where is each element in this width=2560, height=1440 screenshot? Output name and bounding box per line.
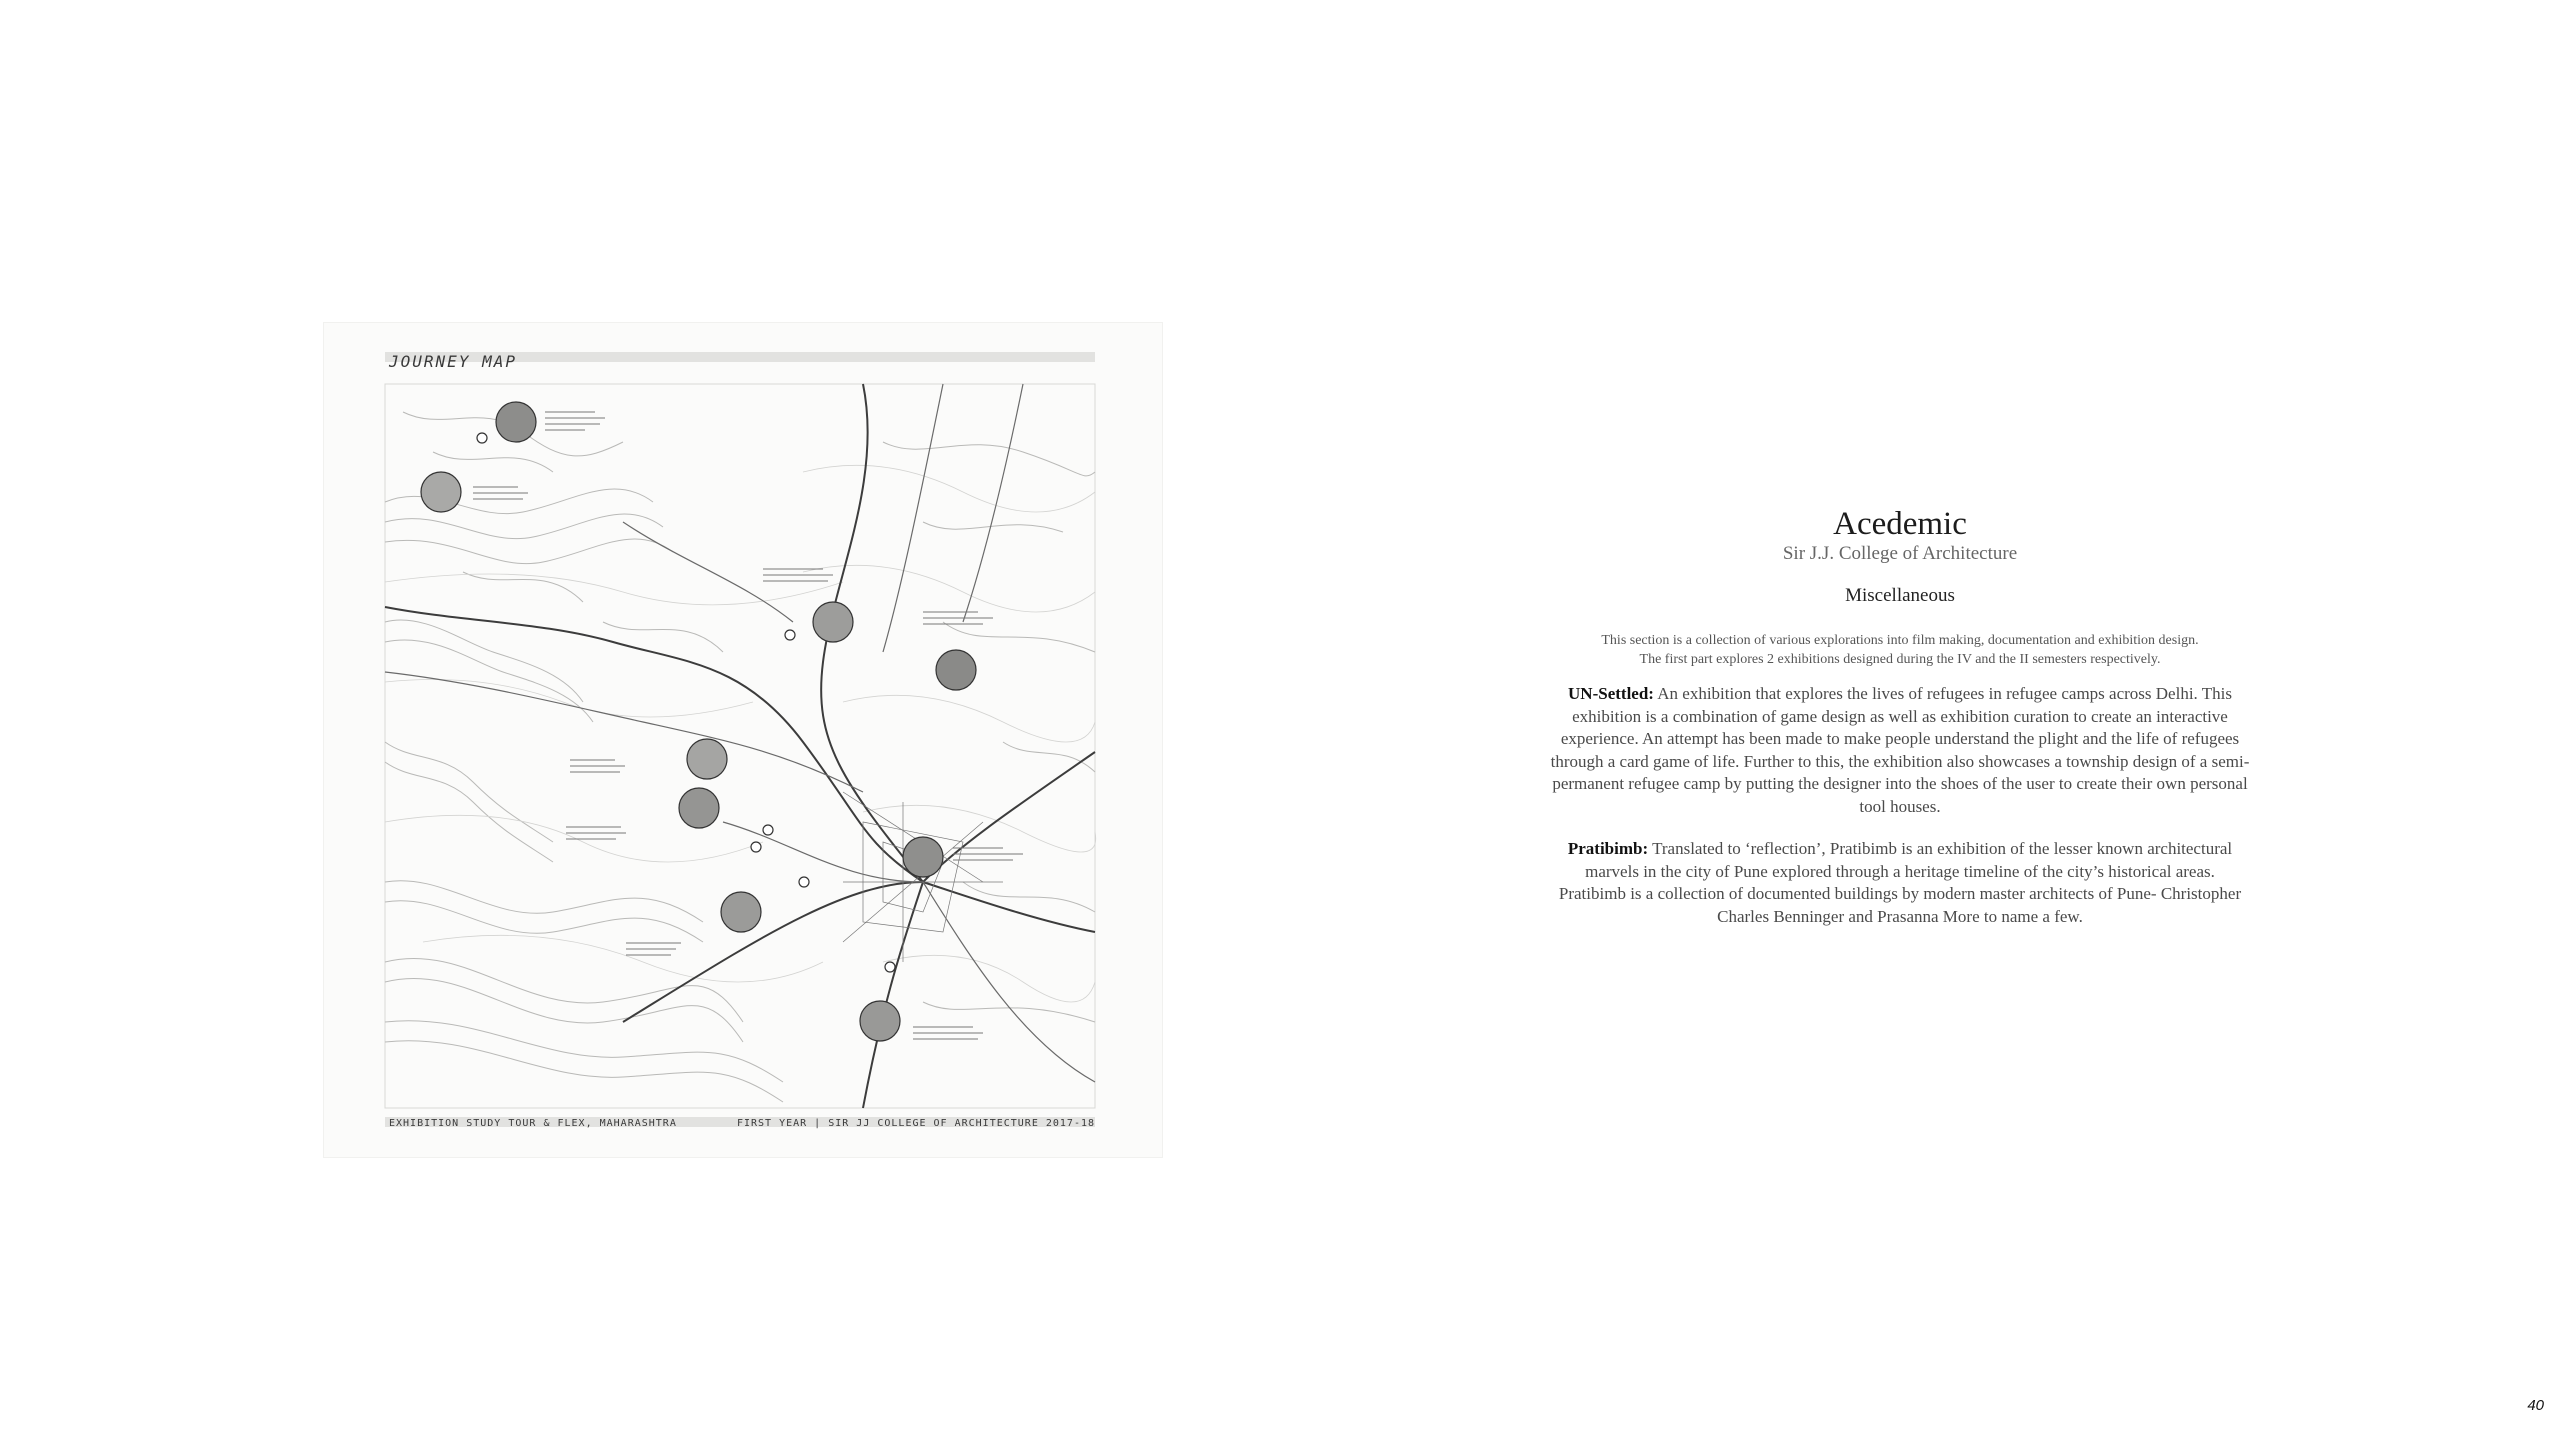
journey-map-image	[323, 322, 1163, 1158]
map-title: JOURNEY MAP	[389, 352, 517, 371]
description-block	[1545, 505, 2255, 948]
page-number: 40	[2527, 1397, 2544, 1414]
pratibimb-label: Pratibimb:	[1567, 839, 1649, 858]
map-footer-left: EXHIBITION STUDY TOUR & FLEX, MAHARASHTRA	[389, 1118, 677, 1129]
intro-line-1: This section is a collection of various explorations into film making, documentation and exhibition design.	[1601, 633, 2199, 648]
institution-subheading: Sir J.J. College of Architecture	[1782, 543, 2018, 564]
unsettled-paragraph	[1550, 683, 2250, 818]
map-footer-right: FIRST YEAR | SIR JJ COLLEGE OF ARCHITECTURE 2017-18	[736, 1118, 1095, 1129]
pratibimb-body: Translated to ‘reflection’, Pratibimb is an exhibition of the lesser known architectural marvels in the city of Pune explored through a heritage timeline of the city’s historical areas. Pratibimb is a collection of documented buildings by modern master architects of Pune- Christopher Charles Benninger and Prasanna More to name a few.	[1558, 839, 2242, 926]
page-heading: Acedemic	[1833, 506, 1967, 542]
intro-line-2: The first part explores 2 exhibitions designed during the IV and the II semesters respectively.	[1639, 652, 2161, 667]
journey-map-drawing	[323, 322, 1163, 1158]
section-title: Miscellaneous	[1845, 585, 1955, 606]
unsettled-body: An exhibition that explores the lives of refugees in refugee camps across Delhi. This exhibition is a combination of game design as well as exhibition curation to create an interactive experience. An attempt has been made to make people understand the plight and the life of refugees through a card game of life. Further to this, the exhibition also showcases a township design of a semi-permanent refugee camp by putting the designer into the shoes of the user to create their own personal tool houses.	[1550, 684, 2250, 816]
unsettled-label: UN-Settled:	[1568, 684, 1654, 703]
pratibimb-paragraph	[1550, 838, 2250, 928]
intro-paragraph	[1560, 631, 2240, 669]
